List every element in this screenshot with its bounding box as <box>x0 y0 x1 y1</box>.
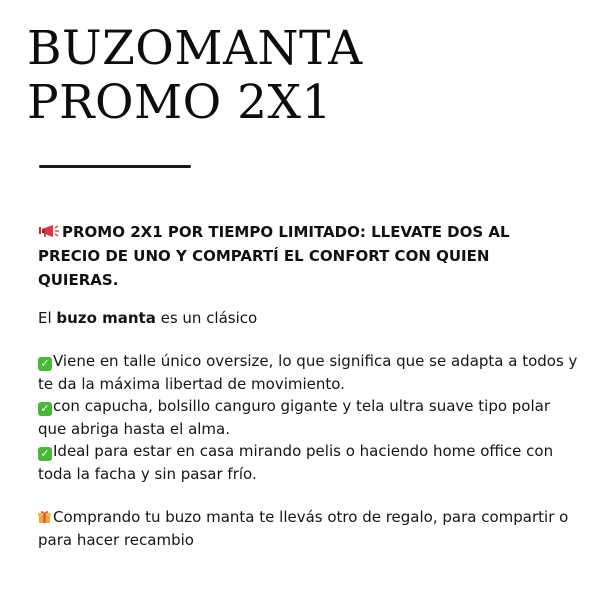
promo-headline <box>38 220 568 292</box>
feature-item <box>38 395 578 440</box>
title-underline <box>39 165 191 168</box>
intro-bold-product: buzo manta <box>56 309 156 327</box>
intro-paragraph <box>38 307 578 330</box>
intro-prefix: El <box>38 309 57 327</box>
feature-item <box>38 350 578 395</box>
feature-text: Viene en talle único oversize, lo que significa que se adapta a todos y te da la máxima libertad de movimiento. <box>38 352 578 393</box>
gift-text: Comprando tu buzo manta te llevás otro de regalo, para compartir o para hacer recambio <box>38 508 569 549</box>
gift-icon <box>38 510 51 523</box>
check-icon: ✓ <box>38 357 52 371</box>
feature-item <box>38 440 578 485</box>
promo-text: PROMO 2X1 POR TIEMPO LIMITADO: LLEVATE DOS AL PRECIO DE UNO Y COMPARTÍ EL CONFORT CON QUIEN QUIERAS. <box>38 223 510 289</box>
title-line-1: BUZOMANTA <box>27 21 363 76</box>
feature-text: Ideal para estar en casa mirando pelis o haciendo home office con toda la facha y sin pasar frío. <box>38 442 554 483</box>
megaphone-icon <box>38 224 60 239</box>
intro-suffix: es un clásico <box>155 309 258 327</box>
check-icon: ✓ <box>38 402 52 416</box>
gift-paragraph <box>38 506 578 551</box>
title-line-2: PROMO 2X1 <box>27 75 332 130</box>
page-title <box>27 22 363 130</box>
check-icon: ✓ <box>38 447 52 461</box>
feature-text: con capucha, bolsillo canguro gigante y tela ultra suave tipo polar que abriga hasta el alma. <box>38 397 551 438</box>
features-list <box>38 350 578 485</box>
